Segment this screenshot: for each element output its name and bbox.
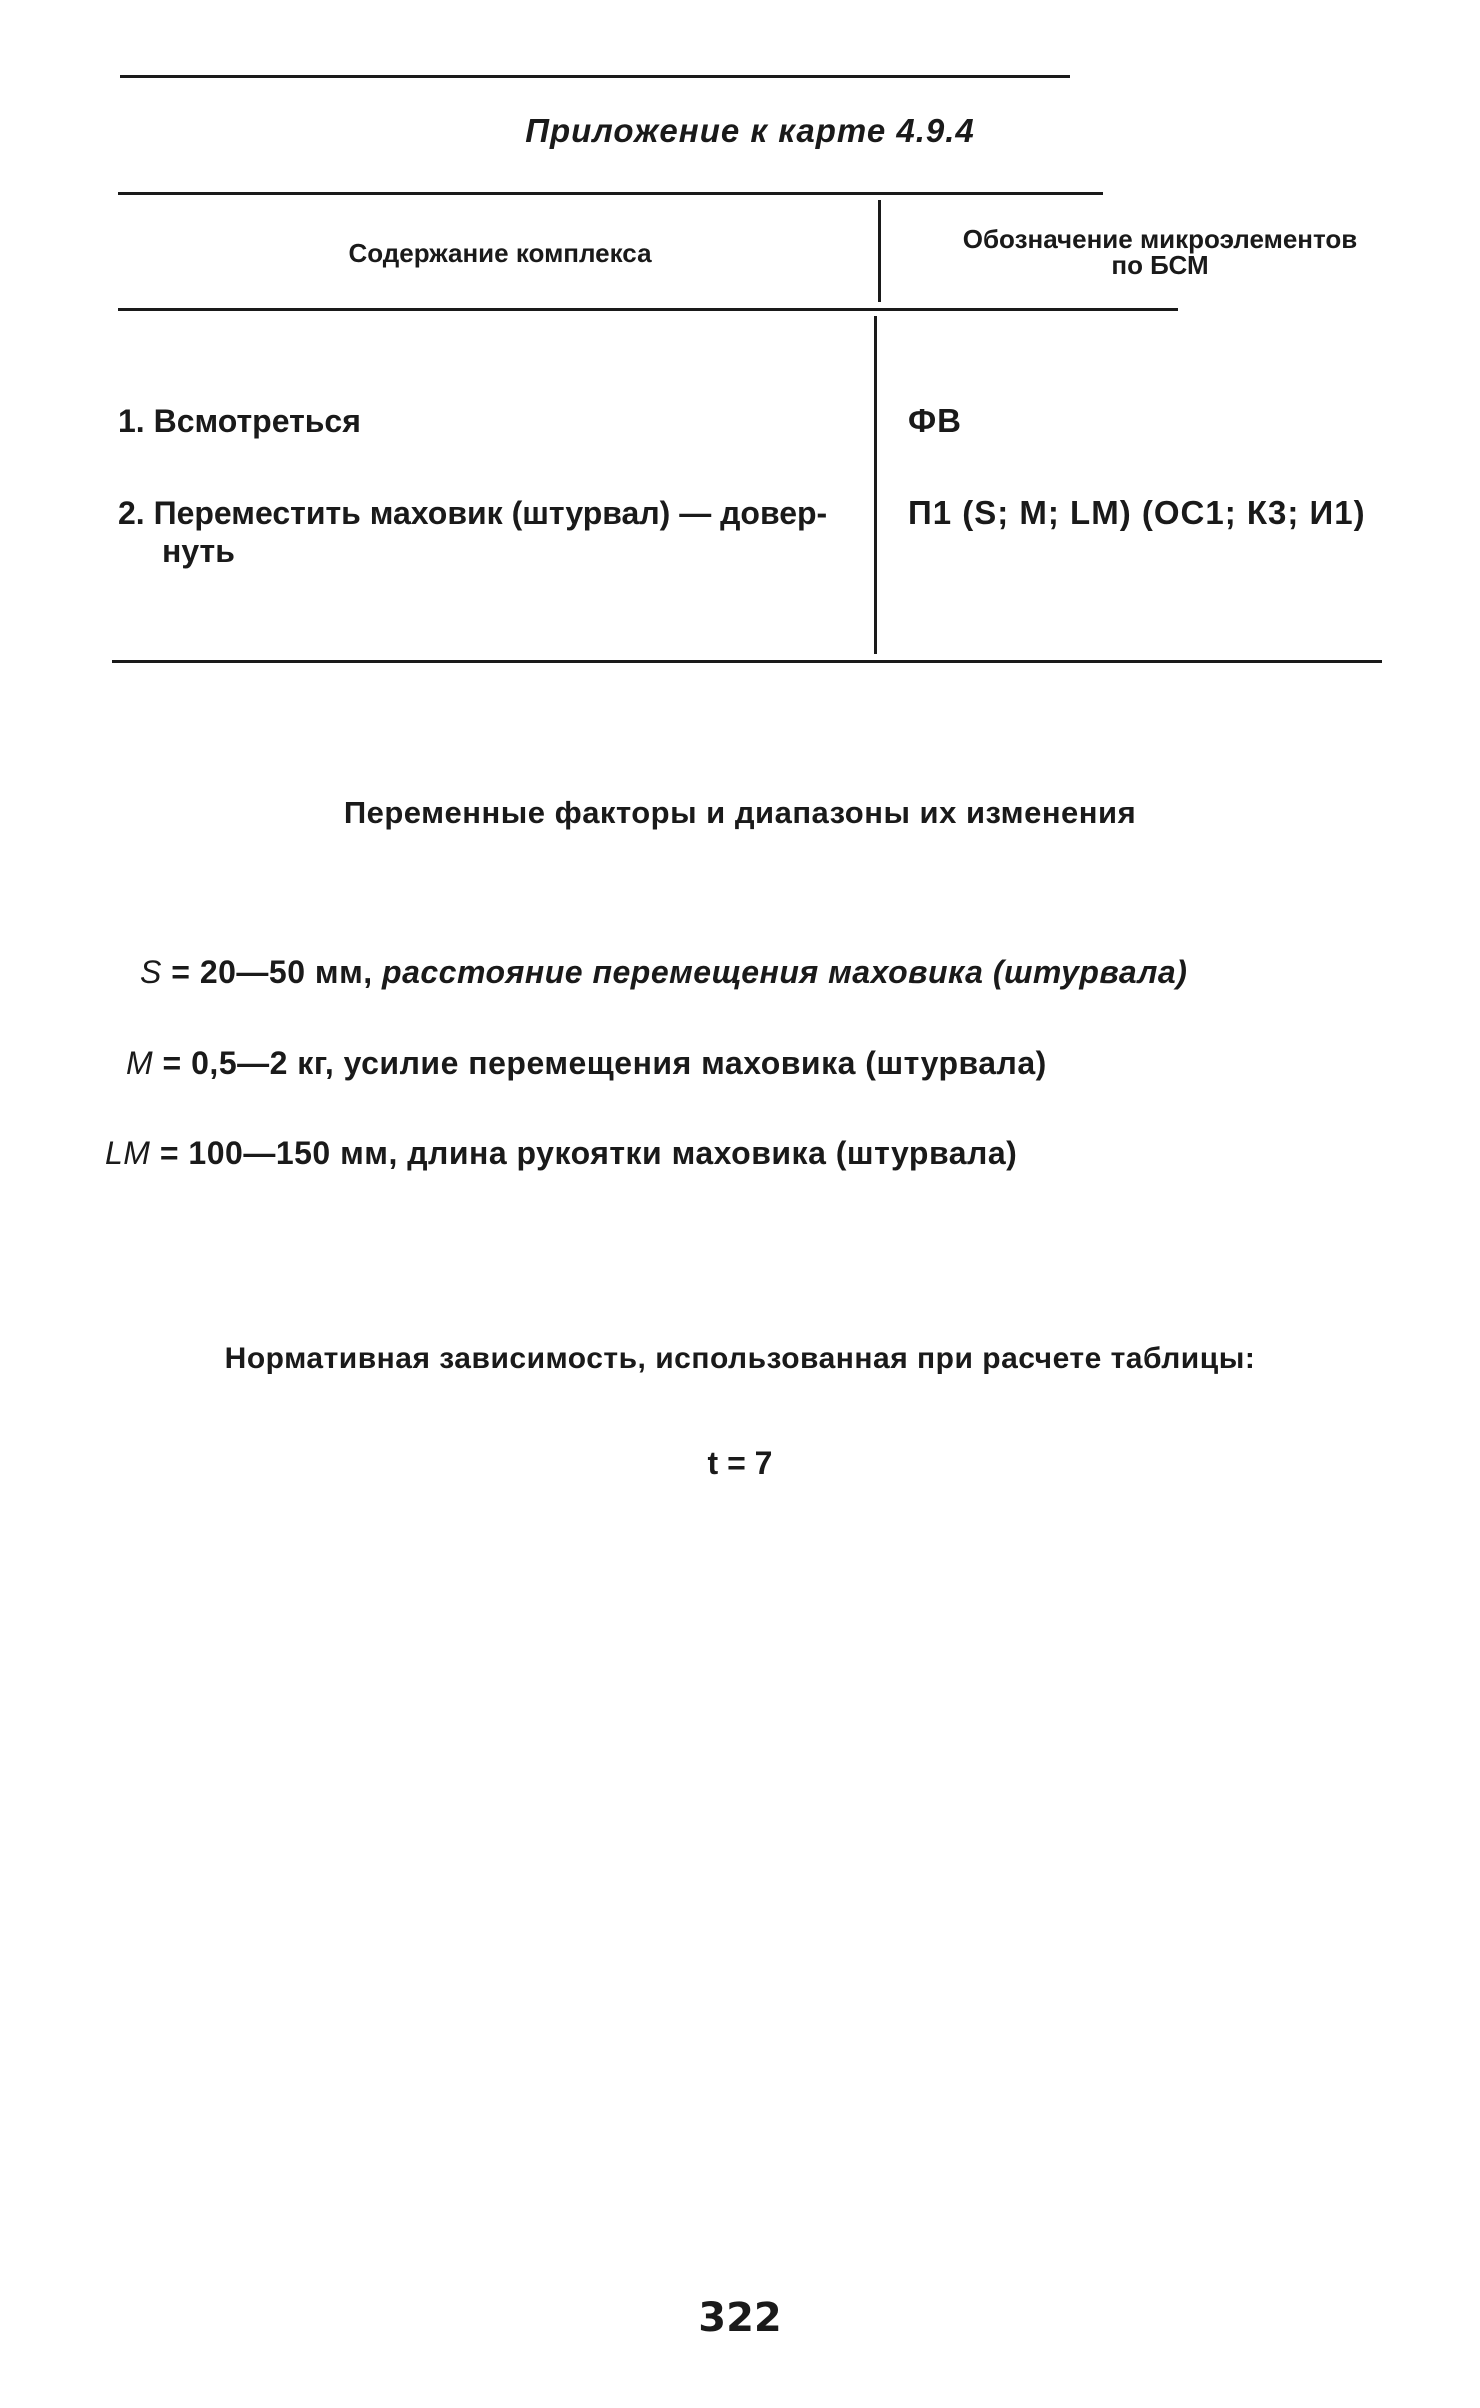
row-content-line1: 2. Переместить маховик (штурвал) — довер-	[118, 495, 828, 531]
factor-s	[140, 954, 1187, 991]
row-content-line2: нуть	[162, 533, 235, 569]
table-bottom-rule	[112, 660, 1382, 663]
factor-lm	[105, 1135, 1017, 1172]
appendix-title: Приложение к карте 4.9.4	[525, 112, 975, 149]
table-top-rule	[118, 192, 1103, 195]
header-designation-line2: по БСМ	[1111, 250, 1209, 280]
factor-range: = 100—150 мм,	[159, 1135, 398, 1171]
page-number: 322	[698, 2295, 782, 2341]
header-designation	[890, 226, 1430, 278]
row-content: 1. Всмотреться	[118, 403, 361, 439]
factor-m	[126, 1045, 1047, 1082]
row-designation: ФВ	[908, 402, 962, 439]
top-rule	[120, 75, 1070, 78]
row-content	[118, 494, 827, 570]
normative-title: Нормативная зависимость, использованная при расчете таблицы:	[224, 1342, 1256, 1375]
factors-title: Переменные факторы и диапазоны их изменения	[343, 795, 1137, 830]
factor-symbol: S	[140, 954, 162, 990]
factor-symbol: LM	[105, 1135, 151, 1171]
header-designation-line1: Обозначение микроэлементов	[962, 224, 1358, 254]
factor-range: = 0,5—2 кг,	[162, 1045, 335, 1081]
factor-range: = 20—50 мм,	[171, 954, 373, 990]
header-content: Содержание комплекса	[348, 238, 652, 268]
row-designation: П1 (S; M; LM) (ОС1; К3; И1)	[908, 494, 1366, 531]
factor-description: усилие перемещения маховика (штурвала)	[343, 1045, 1047, 1081]
factor-description: длина рукоятки маховика (штурвала)	[407, 1135, 1018, 1171]
normative-formula: t = 7	[707, 1445, 773, 1481]
header-column-divider	[878, 200, 881, 302]
factor-description: расстояние перемещения маховика (штурвала)	[382, 954, 1188, 990]
header-bottom-rule	[118, 308, 1178, 311]
body-column-divider	[874, 316, 877, 654]
factor-symbol: M	[126, 1045, 154, 1081]
